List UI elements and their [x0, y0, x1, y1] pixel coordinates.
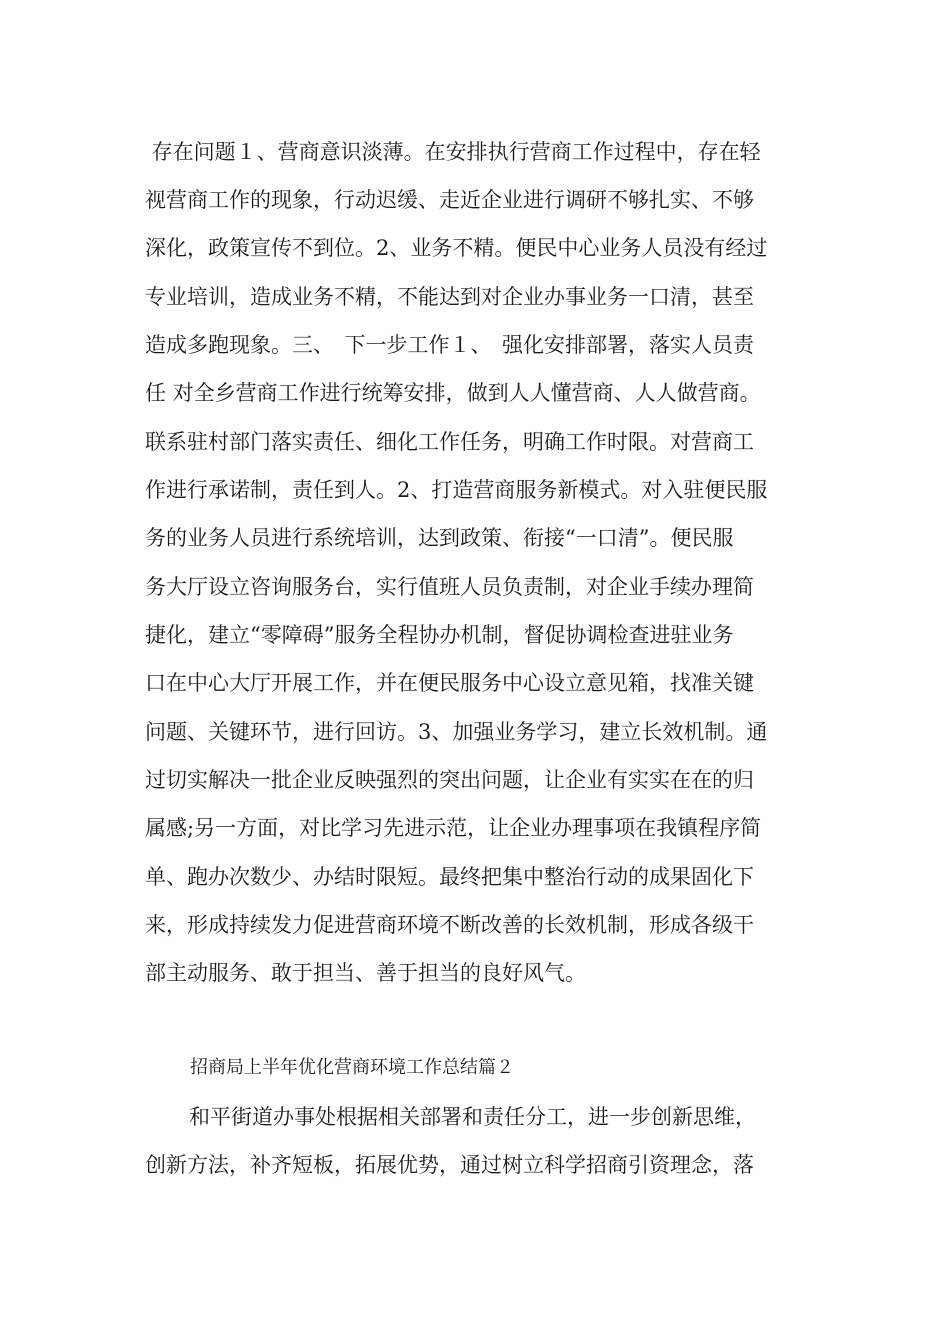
section-heading: 招商局上半年优化营商环境工作总结篇２ [190, 1057, 514, 1078]
paragraph-line: 和平街道办事处根据相关部署和责任分工，进一步创新思维， [168, 1105, 756, 1129]
paragraph-line: 存在问题１、营商意识淡薄。在安排执行营商工作过程中，存在轻 [145, 140, 761, 164]
paragraph-line: 部主动服务、敢于担当、善于担当的良好风气。 [145, 961, 586, 985]
paragraph-line: 专业培训，造成业务不精，不能达到对企业办事业务一口清，甚至 [145, 285, 754, 309]
paragraph-line: 视营商工作的现象，行动迟缓、走近企业进行调研不够扎实、不够 [145, 188, 754, 212]
paragraph-line: 作进行承诺制，责任到人。2、打造营商服务新模式。对入驻便民服 [145, 478, 768, 502]
paragraph-line: 务的业务人员进行系统培训，达到政策、衔接“一口清”。便民服 [145, 526, 734, 550]
paragraph-line: 单、跑办次数少、办结时限短。最终把集中整治行动的成果固化下 [145, 865, 754, 889]
paragraph-line: 深化，政策宣传不到位。2、业务不精。便民中心业务人员没有经过 [145, 236, 768, 260]
paragraph-line: 任 对全乡营商工作进行统筹安排，做到人人懂营商、人人做营商。 [145, 381, 761, 405]
paragraph-line: 联系驻村部门落实责任、细化工作任务，明确工作时限。对营商工 [145, 430, 754, 454]
paragraph-line: 创新方法，补齐短板，拓展优势，通过树立科学招商引资理念，落 [145, 1153, 754, 1177]
paragraph-line: 造成多跑现象。三、 下一步工作１、 强化安排部署，落实人员责 [145, 333, 754, 357]
paragraph-line: 过切实解决一批企业反映强烈的突出问题，让企业有实实在在的归 [145, 768, 754, 792]
paragraph-line: 问题、关键环节，进行回访。3、加强业务学习，建立长效机制。通 [145, 720, 768, 744]
paragraph-line: 捷化，建立“零障碍”服务全程协办机制，督促协调检查进驻业务 [145, 623, 734, 647]
paragraph-line: 口在中心大厅开展工作，并在便民服务中心设立意见箱，找准关键 [145, 671, 754, 695]
paragraph-line: 务大厅设立咨询服务台，实行值班人员负责制，对企业手续办理简 [145, 575, 754, 599]
paragraph-line: 属感;另一方面，对比学习先进示范，让企业办理事项在我镇程序简 [145, 816, 762, 840]
paragraph-line: 来，形成持续发力促进营商环境不断改善的长效机制，形成各级干 [145, 913, 754, 937]
